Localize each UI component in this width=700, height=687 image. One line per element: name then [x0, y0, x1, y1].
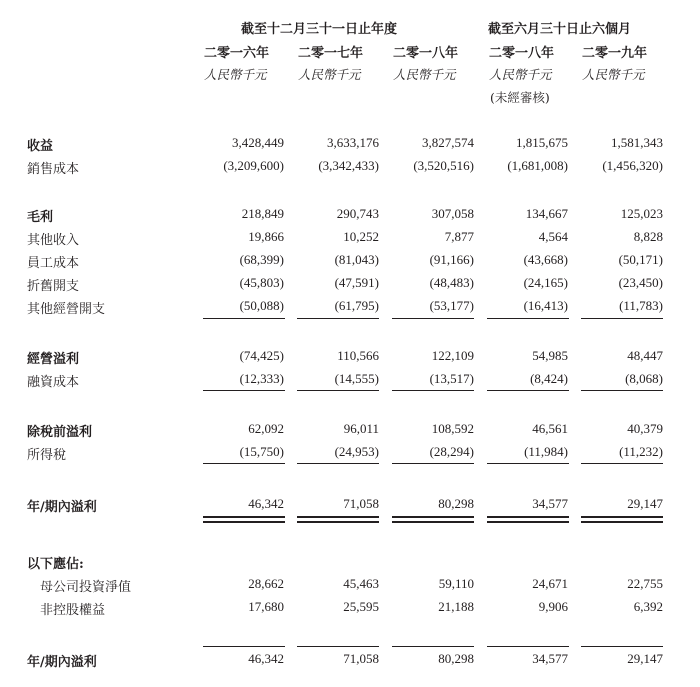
- row-other-operating-expenses-value: (11,783): [619, 298, 663, 313]
- subtotal-rule: [392, 390, 474, 391]
- subtotal-rule: [581, 463, 663, 464]
- total-double-rule: [581, 521, 663, 523]
- subtotal-rule: [392, 463, 474, 464]
- row-attributable-to-label: 以下應佔:: [27, 557, 84, 572]
- header-year-2018: 二零一八年: [393, 46, 459, 61]
- row-finance-costs-value: (8,424): [530, 371, 568, 386]
- row-other-income-value: 8,828: [633, 229, 663, 244]
- subtotal-rule: [581, 646, 663, 647]
- header-year-2016: 二零一六年: [204, 46, 270, 61]
- total-double-rule: [487, 521, 569, 523]
- row-finance-costs-value: (12,333): [239, 371, 284, 386]
- total-double-rule: [203, 516, 285, 518]
- subtotal-rule: [581, 318, 663, 319]
- row-other-operating-expenses-label: 其他經營開支: [27, 302, 106, 317]
- row-operating-profit-value: (74,425): [239, 348, 284, 363]
- row-income-tax-value: (15,750): [239, 444, 284, 459]
- row-parent-net-investment-value: 28,662: [248, 576, 284, 591]
- row-non-controlling-interests-value: 6,392: [633, 599, 663, 614]
- row-cost-of-sales-value: (1,681,008): [507, 158, 568, 173]
- row-profit-for-period-value: 71,058: [343, 496, 379, 511]
- row-operating-profit-value: 54,985: [532, 348, 568, 363]
- row-profit-for-period-label: 年/期內溢利: [27, 500, 97, 515]
- header-year-2017: 二零一七年: [298, 46, 364, 61]
- row-depreciation-value: (23,450): [618, 275, 663, 290]
- row-profit-for-period-total-value: 46,342: [248, 651, 284, 666]
- header-interim-period: 截至六月三十日止六個月: [488, 22, 632, 37]
- row-depreciation-label: 折舊開支: [27, 279, 80, 294]
- row-cost-of-sales-label: 銷售成本: [27, 162, 80, 177]
- row-profit-before-tax-value: 96,011: [343, 421, 379, 436]
- unaudited-note: (未經審核): [490, 90, 550, 105]
- header-unit-2016: 人民幣千元: [204, 67, 267, 82]
- total-double-rule: [297, 521, 379, 523]
- row-cost-of-sales-value: (3,342,433): [318, 158, 379, 173]
- row-gross-profit-value: 218,849: [241, 206, 284, 221]
- row-depreciation-value: (24,165): [523, 275, 568, 290]
- subtotal-rule: [297, 646, 379, 647]
- row-finance-costs-value: (14,555): [334, 371, 379, 386]
- row-revenue-value: 1,815,675: [516, 135, 568, 150]
- header-unit-2018-interim: 人民幣千元: [489, 67, 552, 82]
- row-staff-costs-value: (43,668): [523, 252, 568, 267]
- row-operating-profit-value: 122,109: [431, 348, 474, 363]
- row-parent-net-investment-value: 24,671: [532, 576, 568, 591]
- row-gross-profit-value: 125,023: [620, 206, 663, 221]
- subtotal-rule: [203, 390, 285, 391]
- row-profit-before-tax-value: 108,592: [431, 421, 474, 436]
- row-gross-profit-value: 307,058: [431, 206, 474, 221]
- row-parent-net-investment-value: 59,110: [438, 576, 474, 591]
- subtotal-rule: [487, 318, 569, 319]
- total-double-rule: [203, 521, 285, 523]
- row-depreciation-value: (47,591): [334, 275, 379, 290]
- row-profit-for-period-value: 80,298: [438, 496, 474, 511]
- row-income-tax-value: (11,232): [619, 444, 663, 459]
- row-other-operating-expenses-value: (50,088): [239, 298, 284, 313]
- row-staff-costs-value: (68,399): [239, 252, 284, 267]
- row-revenue-value: 1,581,343: [611, 135, 663, 150]
- row-revenue-value: 3,428,449: [232, 135, 284, 150]
- subtotal-rule: [392, 318, 474, 319]
- subtotal-rule: [203, 646, 285, 647]
- subtotal-rule: [581, 390, 663, 391]
- subtotal-rule: [487, 646, 569, 647]
- row-other-operating-expenses-value: (16,413): [523, 298, 568, 313]
- row-gross-profit-value: 134,667: [525, 206, 568, 221]
- row-finance-costs-value: (13,517): [429, 371, 474, 386]
- row-gross-profit-label: 毛利: [27, 210, 54, 225]
- row-parent-net-investment-value: 22,755: [627, 576, 663, 591]
- row-profit-for-period-total-value: 34,577: [532, 651, 568, 666]
- row-revenue-value: 3,827,574: [422, 135, 474, 150]
- row-staff-costs-value: (81,043): [334, 252, 379, 267]
- row-income-tax-value: (24,953): [334, 444, 379, 459]
- header-unit-2018: 人民幣千元: [393, 67, 456, 82]
- row-operating-profit-value: 48,447: [627, 348, 663, 363]
- total-double-rule: [581, 516, 663, 518]
- row-profit-before-tax-value: 40,379: [627, 421, 663, 436]
- header-annual-period: 截至十二月三十一日止年度: [241, 22, 398, 37]
- row-profit-for-period-total-value: 71,058: [343, 651, 379, 666]
- row-operating-profit-value: 110,566: [337, 348, 379, 363]
- row-non-controlling-interests-label: 非控股權益: [40, 603, 106, 618]
- row-profit-for-period-total-value: 29,147: [627, 651, 663, 666]
- row-other-income-value: 4,564: [538, 229, 568, 244]
- row-other-income-value: 10,252: [343, 229, 379, 244]
- row-income-tax-label: 所得稅: [27, 448, 67, 463]
- subtotal-rule: [297, 390, 379, 391]
- total-double-rule: [297, 516, 379, 518]
- row-depreciation-value: (45,803): [239, 275, 284, 290]
- row-other-income-label: 其他收入: [27, 233, 80, 248]
- subtotal-rule: [203, 463, 285, 464]
- subtotal-rule: [297, 318, 379, 319]
- row-non-controlling-interests-value: 25,595: [343, 599, 379, 614]
- row-staff-costs-value: (50,171): [618, 252, 663, 267]
- header-year-2018-interim: 二零一八年: [489, 46, 555, 61]
- row-parent-net-investment-value: 45,463: [343, 576, 379, 591]
- total-double-rule: [392, 521, 474, 523]
- row-cost-of-sales-value: (3,520,516): [413, 158, 474, 173]
- row-profit-before-tax-label: 除稅前溢利: [27, 425, 93, 440]
- row-profit-for-period-total-label: 年/期內溢利: [27, 655, 97, 670]
- row-other-income-value: 7,877: [444, 229, 474, 244]
- row-revenue-value: 3,633,176: [327, 135, 379, 150]
- row-cost-of-sales-value: (3,209,600): [223, 158, 284, 173]
- row-profit-for-period-value: 34,577: [532, 496, 568, 511]
- row-revenue-label: 收益: [27, 139, 54, 154]
- subtotal-rule: [487, 463, 569, 464]
- row-other-operating-expenses-value: (61,795): [334, 298, 379, 313]
- row-non-controlling-interests-value: 17,680: [248, 599, 284, 614]
- row-profit-for-period-value: 29,147: [627, 496, 663, 511]
- total-double-rule: [392, 516, 474, 518]
- row-other-operating-expenses-value: (53,177): [429, 298, 474, 313]
- row-gross-profit-value: 290,743: [336, 206, 379, 221]
- row-non-controlling-interests-value: 21,188: [438, 599, 474, 614]
- row-staff-costs-label: 員工成本: [27, 256, 80, 271]
- row-staff-costs-value: (91,166): [429, 252, 474, 267]
- row-other-income-value: 19,866: [248, 229, 284, 244]
- subtotal-rule: [203, 318, 285, 319]
- row-profit-for-period-value: 46,342: [248, 496, 284, 511]
- row-non-controlling-interests-value: 9,906: [538, 599, 568, 614]
- row-profit-before-tax-value: 46,561: [532, 421, 568, 436]
- row-finance-costs-label: 融資成本: [27, 375, 80, 390]
- subtotal-rule: [297, 463, 379, 464]
- row-depreciation-value: (48,483): [429, 275, 474, 290]
- header-year-2019-interim: 二零一九年: [582, 46, 648, 61]
- subtotal-rule: [392, 646, 474, 647]
- row-income-tax-value: (11,984): [524, 444, 568, 459]
- subtotal-rule: [487, 390, 569, 391]
- row-profit-for-period-total-value: 80,298: [438, 651, 474, 666]
- row-cost-of-sales-value: (1,456,320): [602, 158, 663, 173]
- row-parent-net-investment-label: 母公司投資淨值: [40, 580, 132, 595]
- row-profit-before-tax-value: 62,092: [248, 421, 284, 436]
- row-income-tax-value: (28,294): [429, 444, 474, 459]
- row-operating-profit-label: 經營溢利: [27, 352, 80, 367]
- header-unit-2019-interim: 人民幣千元: [582, 67, 645, 82]
- row-finance-costs-value: (8,068): [625, 371, 663, 386]
- header-unit-2017: 人民幣千元: [298, 67, 361, 82]
- total-double-rule: [487, 516, 569, 518]
